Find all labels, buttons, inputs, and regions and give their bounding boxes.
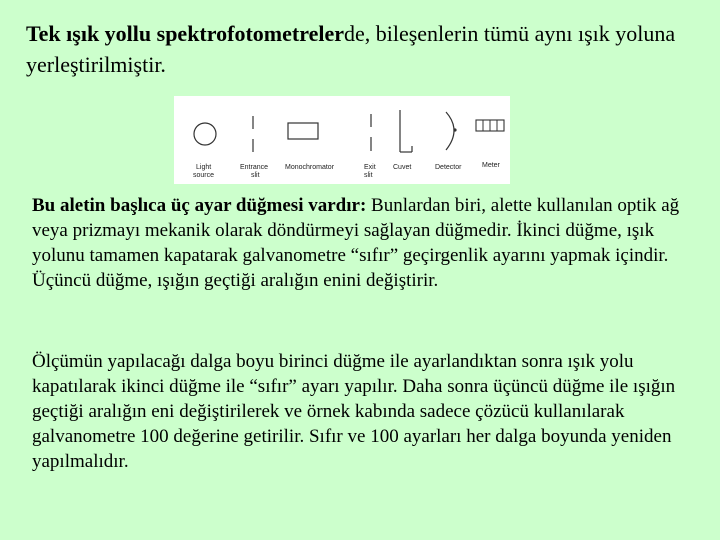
label-entrance-1: Entrance [240,164,269,171]
paragraph-1 [32,193,692,293]
label-exit-1: Exit [364,164,376,171]
label-meter: Meter [482,162,500,169]
detector-dot [453,128,456,131]
title-bold: Tek ışık yollu spektrofotometreler [26,21,344,46]
label-monochromator: Monochromator [285,164,335,171]
diagram-svg [174,96,510,184]
monochromator-icon [288,123,318,139]
paragraph-1-text: Bunlardan biri, alette kullanılan optik ağ veya prizmayı mekanik olarak döndürmeyi sağlayan düğmedir. İkinci düğme, ışık yolunu tamamen kapatarak galvanometre “sıfır” geçirgenlik ayarını yapmak içindir. Üçüncü düğme, ışığın geçtiği aralığın enini değiştirir. [32,195,680,291]
label-exit-2: slit [364,172,373,179]
paragraph-2-text: Ölçümün yapılacağı dalga boyu birinci düğme ile ayarlandıktan sonra ışık yolu kapatılarak ikinci düğme ile “sıfır” ayarı yapılır. Daha sonra üçüncü düğme ile ışığın geçtiği aralığın eni değiştirilerek ve örnek kabında sadece çözücü kullanılarak galvanometre 100 değerine getirilir. Sıfır ve 100 ayarları her dalga boyunda yeniden yapılmalıdır. [32,351,676,472]
label-light-1: Light [196,164,212,171]
spectrophotometer-diagram [174,96,510,184]
label-entrance-2: slit [251,172,260,179]
detector-icon [446,112,454,150]
light-source-icon [194,123,216,145]
label-cuvet: Cuvet [393,164,412,171]
page-title [26,18,706,80]
paragraph-2 [32,349,692,474]
title-rest: de, bileşenlerin tümü aynı ışık yoluna yerleştirilmiştir. [26,21,676,77]
paragraph-1-bold: Bu aletin başlıca üç ayar düğmesi vardır: [32,195,367,216]
label-detector: Detector [435,164,462,171]
label-light-2: source [193,172,215,179]
